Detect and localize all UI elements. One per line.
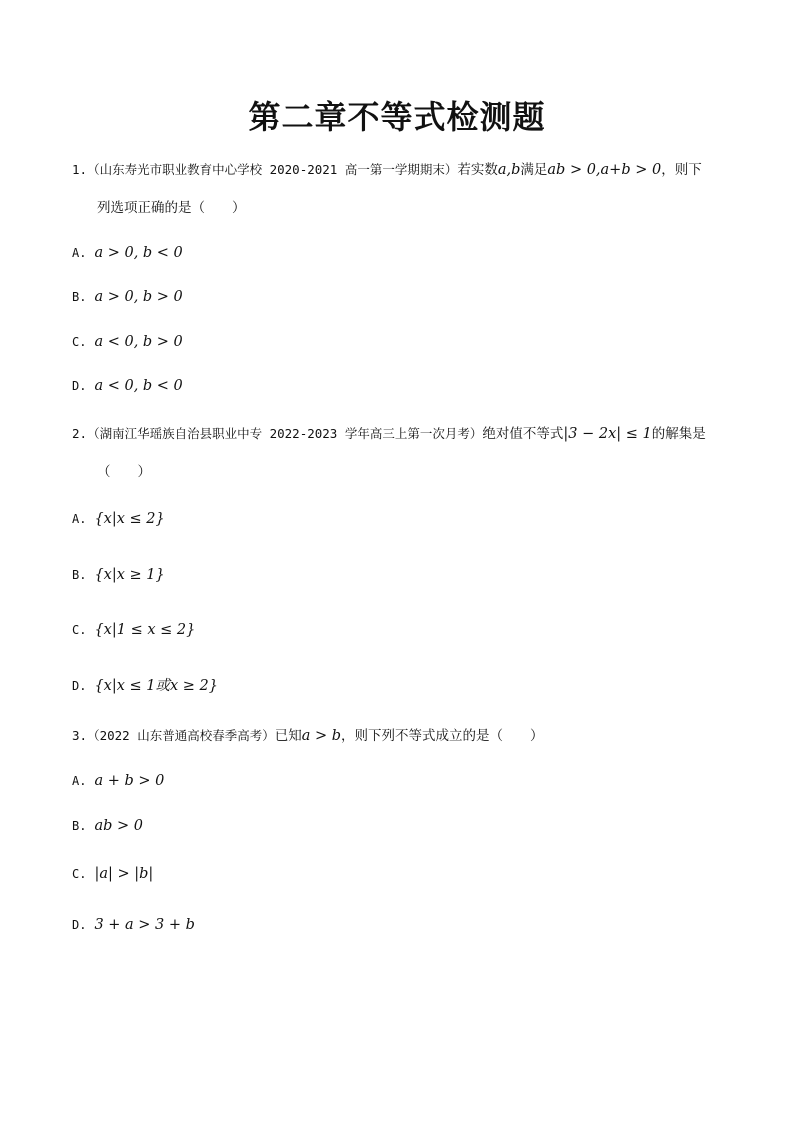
option-label: A. xyxy=(72,246,87,260)
question-number: 3. xyxy=(72,728,88,743)
option-c xyxy=(72,332,183,352)
option-label: A. xyxy=(72,774,87,788)
option-label: C. xyxy=(72,867,87,881)
option-text: {x|x ≤ 1或x ≥ 2} xyxy=(94,678,219,694)
question-text: 绝对值不等式 xyxy=(482,426,564,442)
question-text: ，则下 xyxy=(661,162,702,178)
option-c xyxy=(72,620,195,640)
option-label: D. xyxy=(72,679,87,693)
option-text: {x|x ≤ 2} xyxy=(94,511,165,527)
question-source: （山东寿光市职业教育中心学校 2020-2021 高一第一学期期末） xyxy=(87,162,458,177)
option-d xyxy=(72,376,183,396)
question-text: 若实数 xyxy=(457,162,498,178)
math-expression: |3 − 2x| ≤ 1 xyxy=(563,426,652,442)
option-b xyxy=(72,287,183,307)
option-text: a > 0, b > 0 xyxy=(94,289,183,305)
option-d xyxy=(72,676,218,696)
option-label: D. xyxy=(72,379,87,393)
question-source: （2022 山东普通高校春季高考） xyxy=(87,728,275,743)
option-label: C. xyxy=(72,335,87,349)
question-3-stem xyxy=(72,726,544,746)
option-a xyxy=(72,243,183,263)
option-b xyxy=(72,565,165,585)
option-b xyxy=(72,816,143,836)
option-d xyxy=(72,915,195,935)
option-text: |a| > |b| xyxy=(94,866,154,882)
option-text: a + b > 0 xyxy=(94,773,165,789)
option-text: ab > 0 xyxy=(94,818,143,834)
option-label: B. xyxy=(72,819,87,833)
option-c xyxy=(72,864,153,884)
math-expression: a,b xyxy=(497,162,521,178)
math-expression: a > b xyxy=(301,728,341,744)
question-text: ，则下列不等式成立的是（ ） xyxy=(341,728,544,744)
question-text: 已知 xyxy=(274,728,302,744)
question-number: 1. xyxy=(72,162,88,177)
option-label: B. xyxy=(72,290,87,304)
question-1-stem xyxy=(72,160,702,180)
page-title: 第二章不等式检测题 xyxy=(248,98,546,136)
option-text: {x|x ≥ 1} xyxy=(94,567,165,583)
question-number: 2. xyxy=(72,426,88,441)
option-text: 3 + a > 3 + b xyxy=(94,917,195,933)
question-2-stem-continued: （ ） xyxy=(97,464,151,480)
question-source: （湖南江华瑶族自治县职业中专 2022-2023 学年高三上第一次月考） xyxy=(87,426,483,441)
question-text: 满足 xyxy=(520,162,548,178)
option-label: A. xyxy=(72,512,87,526)
option-a xyxy=(72,771,164,791)
option-label: C. xyxy=(72,623,87,637)
option-text: a < 0, b > 0 xyxy=(94,334,183,350)
question-text: 的解集是 xyxy=(651,426,706,442)
option-text: a < 0, b < 0 xyxy=(94,378,183,394)
option-text: {x|1 ≤ x ≤ 2} xyxy=(94,622,196,638)
option-text: a > 0, b < 0 xyxy=(94,245,183,261)
question-2-stem xyxy=(72,424,706,444)
math-expression: ab > 0,a+b > 0 xyxy=(547,162,662,178)
option-label: B. xyxy=(72,568,87,582)
question-1-stem-continued: 列选项正确的是（ ） xyxy=(97,200,246,216)
option-label: D. xyxy=(72,918,87,932)
option-a xyxy=(72,509,165,529)
